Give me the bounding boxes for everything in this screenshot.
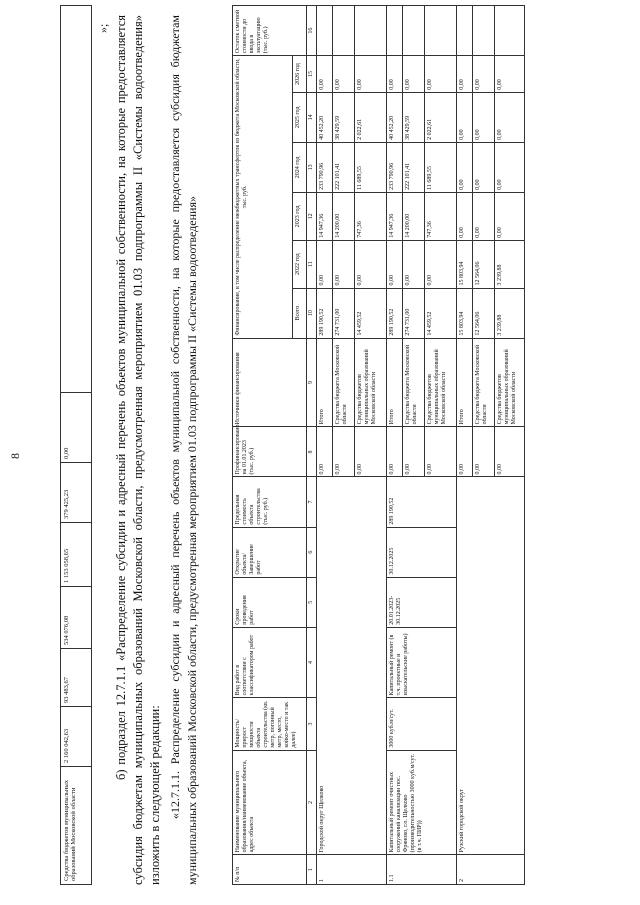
table-cell: 15 803,94 — [457, 288, 473, 338]
table-closing-mark: »; — [96, 23, 110, 33]
table-cell: 0,00 — [403, 240, 425, 288]
header-2024: 2024 год — [293, 142, 307, 192]
column-number: 1 — [307, 855, 317, 885]
header-name: Наименование муниципального образования/наименование объекта, адрес объекта — [233, 750, 307, 855]
table-cell: 2 022,61 — [355, 92, 387, 142]
table-cell: 40 452,20 — [317, 92, 333, 142]
table-cell: 0,00 — [473, 56, 495, 93]
column-number: 3 — [307, 698, 317, 750]
table-cell: 93 483,67 — [61, 649, 92, 707]
table-cell: 0,00 — [333, 56, 355, 93]
table-cell: 222 101,41 — [403, 142, 425, 192]
column-number: 12 — [307, 192, 317, 240]
row-number: 1 — [317, 855, 387, 885]
table-cell: 0,00 — [387, 56, 403, 93]
table-header-row — [233, 6, 293, 885]
object-limit-cost: 289 190,52 — [387, 477, 457, 527]
table-cell — [355, 6, 387, 56]
table-cell: 0,00 — [355, 240, 387, 288]
table-cell: 747,36 — [355, 192, 387, 240]
table-cell: 0,00 — [495, 92, 525, 142]
table-cell: Средства бюджетов муниципальных образований Московской области — [355, 338, 387, 427]
column-number: 5 — [307, 577, 317, 627]
table-cell: 0,00 — [333, 427, 355, 477]
table-row — [457, 6, 473, 885]
page-number: 8 — [8, 453, 22, 459]
table-cell: 0,00 — [457, 427, 473, 477]
table-cell: 0,00 — [473, 142, 495, 192]
table-cell: 379 425,23 — [61, 463, 92, 523]
object-deadline: 20.01.2023-30.12.2025 — [387, 577, 457, 627]
table-row — [61, 6, 92, 885]
table-cell — [457, 6, 473, 56]
header-total: Всего — [293, 288, 307, 338]
table-cell: 0,00 — [473, 192, 495, 240]
table-cell: 14 200,00 — [333, 192, 355, 240]
table-cell: 0,00 — [425, 56, 457, 93]
table-cell: 38 429,59 — [403, 92, 425, 142]
table-cell: 0,00 — [425, 240, 457, 288]
table-cell — [473, 6, 495, 56]
table-cell: 0,00 — [495, 56, 525, 93]
column-number: 14 — [307, 92, 317, 142]
table-cell: 3 239,88 — [495, 240, 525, 288]
table-cell: Средства бюджета Московской области — [333, 338, 355, 427]
table-cell: 15 803,94 — [457, 240, 473, 288]
table-cell: 14 459,52 — [355, 288, 387, 338]
table-cell: 12 564,06 — [473, 288, 495, 338]
table-cell: 40 452,20 — [387, 92, 403, 142]
table-cell — [403, 6, 425, 56]
header-opening: Открытие объекта/Завершение работ — [233, 527, 307, 577]
column-number: 7 — [307, 477, 317, 527]
column-number: 6 — [307, 527, 317, 577]
table-cell: Итого — [317, 338, 333, 427]
column-number: 9 — [307, 338, 317, 427]
column-number: 10 — [307, 288, 317, 338]
table-cell: 0,00 — [457, 56, 473, 93]
table-cell: 12 564,06 — [473, 240, 495, 288]
table-row — [317, 6, 333, 885]
table-cell: 274 731,00 — [333, 288, 355, 338]
table-cell: 274 731,00 — [403, 288, 425, 338]
table-cell: 0,00 — [495, 192, 525, 240]
table-cell: 0,00 — [317, 240, 333, 288]
table-cell: 289 190,52 — [317, 288, 333, 338]
table-cell — [61, 6, 92, 393]
table-cell: 0,00 — [495, 142, 525, 192]
table-cell: 0,00 — [473, 427, 495, 477]
table-cell: 0,00 — [317, 56, 333, 93]
column-number: 16 — [307, 6, 317, 56]
table-cell: 38 429,59 — [333, 92, 355, 142]
object-capacity: 3000 куб.м/сут. — [387, 698, 457, 750]
table-cell: Средства бюджетов муниципальных образований Московской области — [425, 338, 457, 427]
table-cell: Средства бюджета Московской области — [403, 338, 425, 427]
table-cell: 0,00 — [355, 427, 387, 477]
table-cell: 0,00 — [457, 142, 473, 192]
row-number: 1.1 — [387, 855, 457, 885]
object-name: Капитальный ремонт очистных сооружений канализации пос. Фряново, г.о. Щелково (производительностью 3000 куб.м/сут. (в т.ч. ПИР)) — [387, 750, 457, 855]
table-cell: 0,00 — [317, 427, 333, 477]
header-2026: 2026 год — [293, 56, 307, 93]
table-cell: 0,00 — [403, 56, 425, 93]
table-cell: 14 200,00 — [403, 192, 425, 240]
table-cell — [495, 6, 525, 56]
municipality-name: Городской округ Щелково — [317, 477, 387, 855]
header-2025: 2025 год — [293, 92, 307, 142]
table-cell: 2 160 042,63 — [61, 707, 92, 767]
table-cell: Средства бюджетов муниципальных образований Московской области — [61, 767, 92, 885]
table-cell: 0,00 — [495, 427, 525, 477]
table-cell: Итого — [457, 338, 473, 427]
table-cell — [425, 6, 457, 56]
header-2023: 2023 год — [293, 192, 307, 240]
table-cell: Средства бюджета Московской области — [473, 338, 495, 427]
table-cell — [317, 6, 333, 56]
header-limit-cost: Предельная стоимость объекта строительства (тыс. руб.) — [233, 477, 307, 527]
column-number: 2 — [307, 750, 317, 855]
table-cell: 14 947,36 — [317, 192, 333, 240]
table-cell: 747,36 — [425, 192, 457, 240]
object-work-type: Капитальный ремонт (в т.ч. проектные и изыскательские работы) — [387, 627, 457, 698]
table-cell — [333, 6, 355, 56]
table-cell: 0,00 — [387, 427, 403, 477]
column-number: 11 — [307, 240, 317, 288]
table-cell: 0,00 — [425, 427, 457, 477]
object-opening: 30.12.2025 — [387, 527, 457, 577]
municipality-name: Рузский городской округ — [457, 477, 525, 855]
table-cell: Итого — [387, 338, 403, 427]
column-number: 4 — [307, 627, 317, 698]
funding-summary-table — [60, 5, 92, 885]
column-number: 8 — [307, 427, 317, 477]
table-cell: Средства бюджетов муниципальных образований Московской области — [495, 338, 525, 427]
header-capacity: Мощность/ прирост мощности объекта строительства (кв. метр, погонный метр, место, койко-место и так далее) — [233, 698, 307, 750]
header-deadline: Сроки проведения работ — [233, 577, 307, 627]
row-number: 2 — [457, 855, 525, 885]
column-number-row — [307, 6, 317, 885]
header-2022: 2022 год — [293, 240, 307, 288]
subsidy-objects-table — [232, 5, 525, 885]
column-number: 15 — [307, 56, 317, 93]
header-financing-group: Финансирование, в том числе распределение межбюджетных трансфертов из бюджета Московской области, тыс. руб. — [233, 56, 293, 338]
header-remaining: Остаток сметной стоимости до ввода в эксплуатацию (тыс. руб.) — [233, 6, 307, 56]
table-cell: 233 790,96 — [317, 142, 333, 192]
table-cell: 14 459,52 — [425, 288, 457, 338]
table-cell: 222 101,41 — [333, 142, 355, 192]
header-n: № п/п — [233, 855, 307, 885]
header-source: Источники финансирования — [233, 338, 307, 427]
column-number: 13 — [307, 142, 317, 192]
table-cell — [387, 6, 403, 56]
table-cell: 0,00 — [473, 92, 495, 142]
header-work-type: Вид работ в соответствии с классификатором работ — [233, 627, 307, 698]
table-cell: 534 076,08 — [61, 587, 92, 649]
table-cell: 289 190,52 — [387, 288, 403, 338]
table-cell: 3 239,88 — [495, 288, 525, 338]
table-cell: 0,00 — [457, 192, 473, 240]
table-cell: 2 022,61 — [425, 92, 457, 142]
table-cell: 0,00 — [457, 92, 473, 142]
table-row — [387, 6, 403, 885]
table-cell: 0,00 — [333, 240, 355, 288]
section-title: «12.7.1.1. Распределение субсидии и адресный перечень объектов муниципальной собственности, на которые предоставляется субсидия бюджетам муниципальных образований Московской области, предусмотренная мероприятием 01.03 подпрограммы II «Системы водоотведения» — [168, 15, 199, 885]
table-cell: 11 689,55 — [425, 142, 457, 192]
table-cell: 233 790,96 — [387, 142, 403, 192]
amendment-paragraph: б) подраздел 12.7.1.1 «Распределение субсидии и адресный перечень объектов муниципальной собственности, на которые предоставляется субсидия бюджетам муниципальных образований Московской области, предусмотренная мероприятием 01.03 подпрограммы II «Системы водоотведения» изложить в следующей редакции: — [114, 15, 162, 885]
table-cell: 0,00 — [403, 427, 425, 477]
header-financed: Профинансировано на 01.01.2023 (тыс. руб.) — [233, 427, 307, 477]
table-cell: 0,00 — [61, 393, 92, 463]
table-cell: 0,00 — [387, 240, 403, 288]
table-cell: 0,00 — [355, 56, 387, 93]
table-cell: 11 689,55 — [355, 142, 387, 192]
table-cell: 1 153 058,65 — [61, 523, 92, 587]
table-cell: 14 947,36 — [387, 192, 403, 240]
